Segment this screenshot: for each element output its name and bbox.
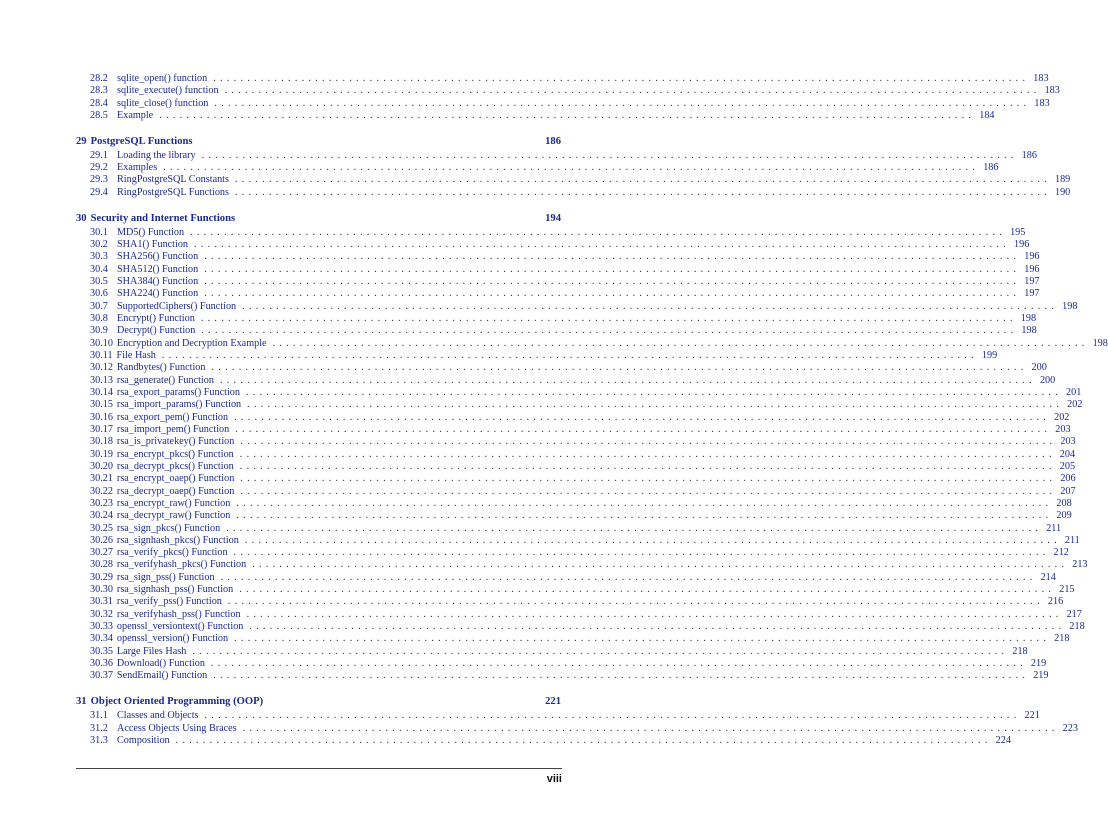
toc-entry-number: 28.5	[90, 109, 108, 121]
toc-dot-leader: ........................................................................................................................	[236, 510, 1053, 522]
toc-dot-leader: ........................................................................................................................	[204, 275, 1021, 287]
toc-entry-title[interactable]: rsa_decrypt_oaep() Function	[116, 485, 235, 497]
toc-chapter-page[interactable]: 186	[545, 135, 561, 147]
toc-entry-title[interactable]: Classes and Objects	[117, 710, 199, 722]
toc-entry-title[interactable]: rsa_export_pem() Function	[116, 411, 229, 423]
toc-dot-leader: ........................................................................................................................	[240, 473, 1057, 485]
toc-entry-number: 29.4	[90, 186, 108, 198]
toc-entry-page[interactable]: 195	[1010, 226, 1026, 238]
toc-entry-title[interactable]: Examples	[117, 162, 158, 174]
toc-entry[interactable]	[76, 722, 1078, 735]
toc-chapter-heading[interactable]	[76, 211, 561, 227]
toc-entry-page[interactable]: 207	[1060, 485, 1076, 497]
toc-entry-page[interactable]: 200	[1031, 362, 1047, 374]
toc-entry-number: 30.24	[90, 510, 113, 522]
toc-dot-leader: ........................................................................................................................	[175, 734, 992, 746]
toc-dot-leader: ........................................................................................................................	[213, 670, 1030, 682]
toc-entry-title[interactable]: SHA256() Function	[117, 251, 199, 263]
toc-dot-leader: ........................................................................................................................	[239, 584, 1056, 596]
toc-dot-leader: ........................................................................................................................	[233, 547, 1050, 559]
toc-entry-page[interactable]: 200	[1039, 374, 1056, 386]
toc-entry-number: 30.2	[90, 238, 108, 250]
toc-entry[interactable]	[76, 85, 1060, 97]
toc-entry-page[interactable]: 221	[1024, 710, 1040, 722]
toc-entry-number: 30.22	[90, 485, 113, 497]
toc-chapters	[76, 134, 1108, 747]
toc-entry-number: 30.23	[90, 497, 113, 509]
toc-entry-number: 31.3	[90, 734, 108, 746]
toc-dot-leader: ........................................................................................................................	[244, 534, 1061, 546]
toc-chapter-number: 30	[76, 212, 87, 224]
toc-entry-title[interactable]: rsa_verifyhash_pkcs() Function	[116, 559, 247, 571]
toc-entry-title[interactable]: Decrypt() Function	[117, 325, 196, 337]
toc-entry[interactable]	[76, 174, 1071, 186]
toc-entry[interactable]	[76, 485, 1076, 498]
toc-entry[interactable]	[76, 448, 1076, 461]
toc-entry-number: 30.30	[90, 584, 113, 596]
toc-entry-number: 30.4	[90, 263, 108, 275]
toc-entry-page[interactable]: 183	[1033, 73, 1049, 84]
toc-entry[interactable]	[76, 658, 1047, 670]
toc-entry[interactable]	[76, 436, 1076, 448]
toc-entry[interactable]	[76, 288, 1040, 300]
toc-dot-leader: ........................................................................................................................	[204, 288, 1021, 300]
toc-entry-title[interactable]: rsa_decrypt_raw() Function	[116, 510, 231, 522]
toc-entry[interactable]	[76, 571, 1056, 584]
toc-entry-title[interactable]: SupportedCiphers() Function	[117, 300, 237, 312]
toc-dot-leader: ........................................................................................................................	[246, 608, 1063, 620]
toc-entry-page[interactable]: 197	[1024, 275, 1040, 287]
toc-entry-page[interactable]: 211	[1064, 534, 1080, 546]
toc-dot-leader: ........................................................................................................................	[224, 85, 1041, 97]
toc-entry-number: 30.34	[90, 633, 113, 645]
toc-entry[interactable]	[76, 734, 1011, 747]
toc-entry-number: 30.10	[90, 337, 113, 349]
toc-dot-leader: ........................................................................................................................	[200, 312, 1017, 324]
toc-entry-page[interactable]: 197	[1024, 288, 1040, 300]
toc-entry-number: 30.11	[90, 349, 113, 361]
toc-dot-leader: ........................................................................................................................	[213, 73, 1030, 84]
toc-entry-title[interactable]: SendEmail() Function	[116, 670, 208, 682]
toc-entry[interactable]	[76, 312, 1037, 325]
toc-chapter-number: 29	[76, 135, 87, 147]
toc-entry-title[interactable]: rsa_encrypt_oaep() Function	[116, 473, 235, 485]
toc-entry[interactable]	[76, 423, 1071, 436]
toc-entry-page[interactable]: 214	[1040, 571, 1056, 583]
toc-entry-title[interactable]: rsa_verifyhash_pss() Function	[116, 608, 241, 620]
toc-dot-leader: ........................................................................................................................	[242, 300, 1059, 312]
toc-entry-number: 31.2	[90, 722, 108, 734]
toc-entry[interactable]	[76, 300, 1078, 313]
toc-dot-leader: ........................................................................................................................	[246, 386, 1062, 398]
toc-entry-page[interactable]: 186	[983, 162, 999, 174]
toc-entry-title[interactable]: rsa_verify_pkcs() Function	[116, 547, 228, 559]
toc-entry-page[interactable]: 186	[1021, 149, 1037, 161]
footer-divider	[76, 768, 562, 769]
toc-dot-leader: ........................................................................................................................	[159, 109, 976, 121]
toc-dot-leader: ........................................................................................................................	[190, 226, 1007, 238]
toc-entry-title[interactable]: rsa_signhash_pss() Function	[116, 584, 234, 596]
toc-dot-leader: ........................................................................................................................	[211, 362, 1028, 374]
toc-entry[interactable]	[76, 710, 1040, 722]
toc-dot-leader: ........................................................................................................................	[214, 97, 1031, 109]
toc-entry[interactable]	[76, 349, 998, 362]
toc-dot-leader: ........................................................................................................................	[234, 411, 1051, 423]
toc-chapter	[76, 134, 1071, 199]
toc-entry[interactable]	[76, 73, 1049, 85]
toc-entry[interactable]	[76, 547, 1069, 559]
toc-entry[interactable]	[76, 411, 1070, 424]
toc-entry-page[interactable]: 198	[1062, 300, 1078, 312]
toc-entry-page[interactable]: 189	[1054, 174, 1071, 186]
toc-entry-page[interactable]: 196	[1014, 238, 1030, 250]
toc-entry-number: 28.3	[90, 85, 108, 97]
toc-entry[interactable]	[76, 559, 1088, 571]
toc-entry-number: 28.2	[90, 73, 108, 84]
toc-entry[interactable]	[76, 510, 1072, 522]
toc-entry-title[interactable]: sqlite_open() function	[117, 73, 208, 84]
toc-entry[interactable]	[76, 374, 1056, 387]
toc-entry-page[interactable]: 198	[1092, 337, 1108, 349]
toc-entry-number: 30.27	[90, 547, 113, 559]
toc-dot-leader: ........................................................................................................................	[234, 633, 1051, 645]
toc-dot-leader: ........................................................................................................................	[192, 645, 1009, 657]
toc-entry-page[interactable]: 223	[1062, 722, 1078, 734]
toc-entry-page[interactable]: 183	[1034, 97, 1050, 109]
toc-chapter-page[interactable]: 221	[545, 696, 561, 708]
toc-entry-title[interactable]: rsa_verify_pss() Function	[116, 596, 222, 608]
toc-entry-number: 30.36	[90, 658, 113, 670]
toc-entry-page[interactable]: 202	[1067, 399, 1083, 411]
toc-entry-title[interactable]: RingPostgreSQL Functions	[117, 186, 229, 198]
toc-dot-leader: ........................................................................................................................	[201, 325, 1018, 337]
toc-dot-leader: ........................................................................................................................	[239, 448, 1056, 460]
toc-entry-title[interactable]: rsa_export_params() Function	[116, 386, 240, 398]
toc-entry-number: 30.21	[90, 473, 113, 485]
toc-entry-page[interactable]: 215	[1059, 584, 1075, 596]
toc-entry[interactable]	[76, 109, 995, 122]
toc-entry[interactable]	[76, 584, 1075, 596]
toc-entry-number: 30.12	[90, 362, 113, 374]
toc-chapter	[76, 694, 1078, 747]
toc-continued-section	[76, 73, 1060, 122]
toc-entry[interactable]	[76, 596, 1064, 608]
toc-entry-number: 29.1	[90, 149, 108, 161]
toc-dot-leader: ........................................................................................................................	[226, 522, 1043, 534]
toc-dot-leader: ........................................................................................................................	[239, 460, 1056, 472]
toc-entry[interactable]	[76, 621, 1085, 633]
toc-entry-title[interactable]: SHA1() Function	[117, 238, 189, 250]
toc-entry-page[interactable]: 218	[1069, 621, 1085, 633]
toc-dot-leader: ........................................................................................................................	[194, 238, 1011, 250]
toc-entry[interactable]	[76, 325, 1037, 337]
toc-entry-title[interactable]: Download() Function	[116, 658, 205, 670]
toc-entry-title[interactable]: rsa_generate() Function	[116, 374, 214, 386]
toc-dot-leader: ........................................................................................................................	[247, 399, 1064, 411]
toc-entry-page[interactable]: 198	[1021, 325, 1037, 337]
toc-entry-page[interactable]: 216	[1047, 596, 1064, 608]
toc-entry-number: 30.18	[90, 436, 113, 448]
toc-entry[interactable]	[76, 226, 1026, 239]
toc-entry-title[interactable]: rsa_is_privatekey() Function	[116, 436, 235, 448]
toc-entry[interactable]	[76, 263, 1040, 276]
toc-dot-leader: ........................................................................................................................	[204, 263, 1021, 275]
toc-entry[interactable]	[76, 399, 1083, 411]
toc-entry[interactable]	[76, 275, 1040, 288]
toc-entry[interactable]	[76, 460, 1076, 473]
toc-entry-page[interactable]: 219	[1033, 670, 1049, 682]
toc-entry-page[interactable]: 204	[1059, 448, 1076, 460]
toc-entry-title[interactable]: Encrypt() Function	[117, 312, 195, 324]
toc-entry-page[interactable]: 203	[1060, 436, 1076, 448]
toc-entry-number: 30.8	[90, 312, 108, 324]
toc-entry-title[interactable]: Composition	[117, 734, 170, 746]
toc-entry-number: 30.7	[90, 300, 108, 312]
toc-entry-title[interactable]: rsa_encrypt_raw() Function	[116, 497, 231, 509]
toc-entry[interactable]	[76, 162, 999, 174]
toc-entry-number: 30.37	[90, 670, 113, 682]
toc-entry[interactable]	[76, 645, 1028, 658]
toc-dot-leader: ........................................................................................................................	[242, 722, 1059, 734]
toc-entry-title[interactable]: sqlite_close() function	[117, 97, 209, 109]
toc-entry-number: 30.35	[90, 645, 113, 657]
toc-entry-number: 31.1	[90, 710, 108, 722]
toc-entry-number: 30.15	[90, 399, 113, 411]
toc-entry[interactable]	[76, 534, 1080, 547]
toc-entry-page[interactable]: 199	[981, 349, 998, 361]
toc-dot-leader: ........................................................................................................................	[272, 337, 1089, 349]
toc-chapter-heading[interactable]	[76, 694, 561, 710]
toc-entry-title[interactable]: Randbytes() Function	[116, 362, 206, 374]
toc-entry-title[interactable]: rsa_import_params() Function	[116, 399, 242, 411]
toc-entry-number: 30.19	[90, 448, 113, 460]
toc-entry-title[interactable]: RingPostgreSQL Constants	[117, 174, 229, 186]
toc-entry-page[interactable]: 212	[1053, 547, 1069, 559]
toc-entry-page[interactable]: 196	[1024, 263, 1040, 275]
toc-entry-number: 30.28	[90, 559, 113, 571]
toc-entry-number: 30.29	[90, 571, 113, 583]
toc-entry-page[interactable]: 206	[1060, 473, 1076, 485]
toc-entry-page[interactable]: 183	[1044, 85, 1060, 97]
toc-entry-title[interactable]: sqlite_execute() function	[117, 85, 219, 97]
toc-entry-title[interactable]: rsa_encrypt_pkcs() Function	[116, 448, 234, 460]
toc-entry-number: 30.9	[90, 325, 108, 337]
toc-entry-title[interactable]: Encryption and Decryption Example	[116, 337, 267, 349]
toc-entry[interactable]	[76, 337, 1108, 350]
toc-entry[interactable]	[76, 362, 1047, 374]
toc-entry-page[interactable]: 205	[1059, 460, 1076, 472]
footer-page-number: viii	[546, 773, 562, 785]
toc-entry-page[interactable]: 184	[979, 109, 995, 121]
toc-entry-page[interactable]: 217	[1066, 608, 1082, 620]
toc-entry-number: 29.3	[90, 174, 108, 186]
toc-entry[interactable]	[76, 473, 1076, 485]
toc-dot-leader: ........................................................................................................................	[219, 374, 1036, 386]
toc-entry-title[interactable]: Loading the library	[117, 149, 196, 161]
toc-entry-number: 30.20	[90, 460, 113, 472]
toc-entry[interactable]	[76, 238, 1030, 251]
toc-entry-page[interactable]: 208	[1056, 497, 1072, 509]
toc-chapter-title[interactable]: Object Oriented Programming (OOP)	[90, 696, 264, 708]
toc-dot-leader: ........................................................................................................................	[240, 485, 1057, 497]
toc-dot-leader: ........................................................................................................................	[227, 596, 1044, 608]
toc-entry[interactable]	[76, 186, 1071, 199]
toc-chapter-heading[interactable]	[76, 134, 561, 150]
toc-dot-leader: ........................................................................................................................	[220, 571, 1037, 583]
toc-entry-title[interactable]: SHA512() Function	[117, 263, 199, 275]
toc-dot-leader: ........................................................................................................................	[234, 174, 1051, 186]
toc-entry-page[interactable]: 202	[1054, 411, 1070, 423]
toc-entry-number: 30.26	[90, 534, 113, 546]
toc-chapter-page[interactable]: 194	[545, 212, 561, 224]
toc-dot-leader: ........................................................................................................................	[252, 559, 1069, 571]
toc-entry-number: 30.13	[90, 374, 113, 386]
toc-entry-title[interactable]: rsa_sign_pkcs() Function	[116, 522, 221, 534]
toc-entry-title[interactable]: rsa_signhash_pkcs() Function	[116, 534, 239, 546]
toc-dot-leader: ........................................................................................................................	[234, 186, 1051, 198]
toc-dot-leader: ........................................................................................................................	[163, 162, 980, 174]
toc-chapter-title[interactable]: PostgreSQL Functions	[90, 135, 193, 147]
toc-entry-page[interactable]: 211	[1046, 522, 1062, 534]
toc-entry-title[interactable]: rsa_decrypt_pkcs() Function	[116, 460, 234, 472]
toc-dot-leader: ........................................................................................................................	[204, 710, 1021, 722]
toc-entry-title[interactable]: Access Objects Using Braces	[117, 722, 237, 734]
toc-entry-title[interactable]: SHA224() Function	[117, 288, 199, 300]
toc-entry-title[interactable]: MD5() Function	[117, 226, 185, 238]
toc-entry[interactable]	[76, 251, 1040, 263]
toc-entry-page[interactable]: 218	[1012, 645, 1028, 657]
toc-dot-leader: ........................................................................................................................	[204, 251, 1021, 263]
toc-dot-leader: ........................................................................................................................	[235, 423, 1052, 435]
toc-entry-title[interactable]: File Hash	[116, 349, 156, 361]
toc-entry-title[interactable]: SHA384() Function	[117, 275, 199, 287]
toc-entry[interactable]	[76, 633, 1070, 645]
toc-entry-page[interactable]: 218	[1054, 633, 1070, 645]
toc-entry-number: 30.25	[90, 522, 113, 534]
toc-entry-page[interactable]: 198	[1020, 312, 1037, 324]
toc-dot-leader: ........................................................................................................................	[249, 621, 1066, 633]
toc-entry-number: 30.6	[90, 288, 108, 300]
toc-dot-leader: ........................................................................................................................	[161, 349, 978, 361]
toc-entry[interactable]	[76, 497, 1072, 510]
toc-dot-leader: ........................................................................................................................	[240, 436, 1057, 448]
toc-entry-title[interactable]: Large Files Hash	[116, 645, 187, 657]
toc-entry-number: 30.33	[90, 621, 113, 633]
toc-entry-title[interactable]: openssl_versiontext() Function	[116, 621, 244, 633]
toc-entry-number: 30.3	[90, 251, 108, 263]
toc-entry[interactable]	[76, 608, 1082, 621]
toc-dot-leader: ........................................................................................................................	[236, 497, 1053, 509]
toc-entry[interactable]	[76, 670, 1049, 682]
toc-entry[interactable]	[76, 97, 1050, 110]
toc-entry-number: 30.1	[90, 226, 108, 238]
toc-entry-page[interactable]: 219	[1030, 658, 1047, 670]
toc-entry-page[interactable]: 196	[1024, 251, 1040, 263]
toc-entry[interactable]	[76, 522, 1062, 535]
toc-entry-number: 28.4	[90, 97, 108, 109]
table-of-contents	[76, 73, 1108, 747]
toc-entry-number: 30.31	[90, 596, 113, 608]
toc-dot-leader: ........................................................................................................................	[201, 149, 1018, 161]
toc-chapter	[76, 211, 1108, 683]
toc-entry-page[interactable]: 209	[1056, 510, 1072, 522]
toc-entry-page[interactable]: 190	[1054, 186, 1071, 198]
toc-entry[interactable]	[76, 149, 1037, 162]
toc-entry-page[interactable]: 201	[1066, 386, 1082, 398]
toc-entry-number: 30.5	[90, 275, 108, 287]
toc-entry-number: 30.14	[90, 386, 113, 398]
toc-entry-page[interactable]: 203	[1055, 423, 1071, 435]
toc-entry-number: 30.17	[90, 423, 113, 435]
toc-entry[interactable]	[76, 386, 1082, 399]
toc-entry-title[interactable]: Example	[117, 109, 154, 121]
toc-entry-page[interactable]: 213	[1072, 559, 1088, 571]
toc-entry-title[interactable]: rsa_import_pem() Function	[116, 423, 230, 435]
toc-entry-number: 30.32	[90, 608, 113, 620]
toc-chapter-title[interactable]: Security and Internet Functions	[90, 212, 236, 224]
toc-entry-page[interactable]: 224	[995, 734, 1011, 746]
toc-entry-title[interactable]: rsa_sign_pss() Function	[116, 571, 215, 583]
toc-dot-leader: ........................................................................................................................	[210, 658, 1027, 670]
toc-entry-title[interactable]: openssl_version() Function	[116, 633, 229, 645]
toc-entry-number: 29.2	[90, 162, 108, 174]
toc-entry-number: 30.16	[90, 411, 113, 423]
toc-chapter-number: 31	[76, 696, 87, 708]
